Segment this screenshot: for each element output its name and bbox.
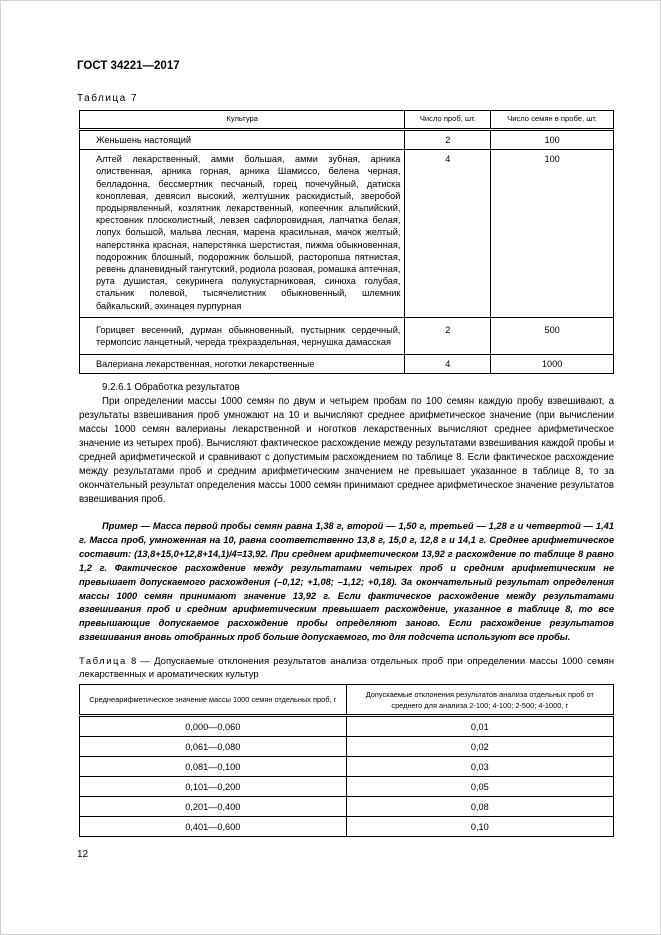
table7-header-row bbox=[80, 111, 614, 130]
table-row bbox=[80, 355, 614, 374]
table8-caption bbox=[79, 656, 614, 681]
deviation-cell: 0,05 bbox=[346, 777, 613, 797]
table-row bbox=[80, 777, 614, 797]
deviation-cell: 0,02 bbox=[346, 737, 613, 757]
table7-caption: Таблица 7 bbox=[77, 93, 139, 104]
column-header-mean-mass: Среднеарифметическое значение массы 1000 семян отдельных проб, г bbox=[80, 685, 347, 716]
culture-cell: Женьшень настоящий bbox=[80, 130, 405, 150]
samples-cell: 2 bbox=[405, 317, 491, 354]
table7 bbox=[79, 110, 614, 374]
table8-caption-text: 8 — Допускаемые отклонения результатов анализа отдельных проб при определении массы 1000 семян лекарственных и ароматических культур bbox=[79, 656, 614, 680]
samples-cell: 4 bbox=[405, 355, 491, 374]
page-number: 12 bbox=[77, 849, 89, 860]
deviation-cell: 0,08 bbox=[346, 797, 613, 817]
range-cell: 0,401—0,600 bbox=[80, 817, 347, 837]
example-paragraph: Пример — Масса первой пробы семян равна 1,38 г, второй — 1,50 г, третьей — 1,28 г и четвертой — 1,41 г. Масса проб, умноженная на 10, равна соответственно 13,8 г, 15,0 г, 12,8 г и 14,1 г. Среднее арифметическое составит: (13,8+15,0+12,8+14,1)/4=13,92. При среднем арифметическом 13,92 г расхождение по таблице 8 равно 1,2 г. Фактическое расхождение между результатами четырех проб и средним арифметическим не превышает допускаемого расхождения (–0,12; +1,08; –1,12; +0,18). За окончательный результат определения массы 1000 семян принимают значение 13,92 г. Если фактическое расхождение между результатами взвешивания проб и средним арифметическим превышает расхождение, указанное в таблице 8, то все превышающие допускаемое расхождение пробы определяют заново. Если расхождение результатов взвешивания вновь отобранных проб больше допускаемого, то для подсчета используют все пробы. bbox=[79, 521, 614, 643]
document-header: ГОСТ 34221—2017 bbox=[77, 60, 180, 72]
table-row bbox=[80, 757, 614, 777]
deviation-cell: 0,10 bbox=[346, 817, 613, 837]
samples-cell: 4 bbox=[405, 150, 491, 318]
table-row bbox=[80, 737, 614, 757]
table-row bbox=[80, 817, 614, 837]
range-cell: 0,061—0,080 bbox=[80, 737, 347, 757]
column-header-samples: Число проб, шт. bbox=[405, 111, 491, 130]
column-header-culture: Культура bbox=[80, 111, 405, 130]
culture-cell: Валериана лекарственная, ноготки лекарственные bbox=[80, 355, 405, 374]
samples-cell: 2 bbox=[405, 130, 491, 150]
seeds-cell: 1000 bbox=[491, 355, 614, 374]
culture-cell: Алтей лекарственный, амми большая, амми зубная, арника олиственная, арника горная, арника Шамиссо, белена черная, белладонна, бессмертник песчаный, горец почечуйный, датиска коноплевая, девясил высокий, желтушник раскидистый, зверобой продырявленный, козлятник лекарственный, копеечник альпийский, крестовник плосколистный, левзея сафлоровидная, лапчатка белая, лопух большой, мальва лесная, марена красильная, мачок желтый, наперстянка красная, наперстянка шерстистая, пижма обыкновенная, подорожник блошный, подорожник большой, расторопша пятнистая, ревень дланевидный тангутский, родиола розовая, ромашка аптечная, рута душистая, секуринега полукустарниковая, синюха голубая, стальник полевой, тысячелистник обыкновенный, шлемник байкальский, эхинацея пурпурная bbox=[80, 150, 405, 318]
culture-cell: Горицвет весенний, дурман обыкновенный, пустырник сердечный, термопсис ланцетный, череда трехраздельная, чернушка дамасская bbox=[80, 317, 405, 354]
table-row bbox=[80, 716, 614, 737]
deviation-cell: 0,03 bbox=[346, 757, 613, 777]
table-row bbox=[80, 797, 614, 817]
table8 bbox=[79, 684, 614, 837]
table-row bbox=[80, 130, 614, 150]
seeds-cell: 500 bbox=[491, 317, 614, 354]
section-heading: 9.2.6.1 Обработка результатов bbox=[102, 382, 240, 393]
deviation-cell: 0,01 bbox=[346, 716, 613, 737]
range-cell: 0,000—0,060 bbox=[80, 716, 347, 737]
column-header-deviation: Допускаемые отклонения результатов анализа отдельных проб от среднего для анализа 2-100; 4-100; 2-500; 4-1000, г bbox=[346, 685, 613, 716]
seeds-cell: 100 bbox=[491, 150, 614, 318]
range-cell: 0,081—0,100 bbox=[80, 757, 347, 777]
table-row bbox=[80, 317, 614, 354]
range-cell: 0,201—0,400 bbox=[80, 797, 347, 817]
range-cell: 0,101—0,200 bbox=[80, 777, 347, 797]
section-paragraph: При определении массы 1000 семян по двум и четырем пробам по 100 семян каждую пробу взвешивают, а результаты взвешивания проб умножают на 10 и вычисляют среднее арифметическое значение (при вычислении массы 1000 семян валерианы лекарственной и ноготков лекарственных вычисляют среднее арифметическое значение из четырех проб). Вычисляют фактическое расхождение между результатами взвешивания каждой пробы и средней арифметической и сравнивают с допустимым расхождением по таблице 8. Если фактическое расхождение между результатами проб и средним арифметическим значением не превышает указанное в таблице 8, то за окончательный результат определения массы 1000 семян принимают среднее арифметическое значение результатов взвешивания проб. bbox=[79, 396, 614, 505]
table8-caption-label: Таблица bbox=[79, 656, 127, 667]
seeds-cell: 100 bbox=[491, 130, 614, 150]
column-header-seeds: Число семян в пробе, шт. bbox=[491, 111, 614, 130]
table-row bbox=[80, 150, 614, 318]
table8-header-row bbox=[80, 685, 614, 716]
